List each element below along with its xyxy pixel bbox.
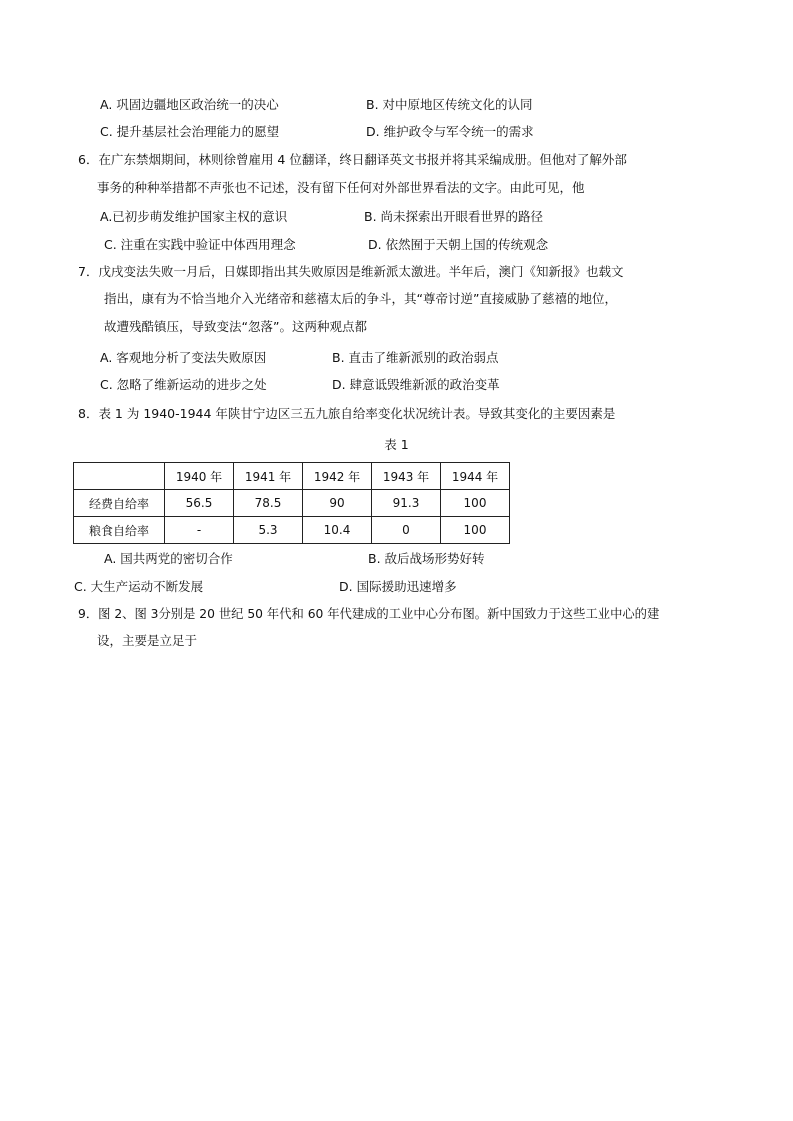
table-cell: 100: [441, 517, 510, 544]
table-header-cell: 1940 年: [165, 463, 234, 490]
table-caption: 表 1: [384, 437, 409, 452]
table-cell: -: [165, 517, 234, 544]
q7-option-b: B. 直击了维新派别的政治弱点: [332, 350, 499, 365]
table-row: [74, 517, 510, 544]
self-sufficiency-table: [73, 462, 510, 544]
q9-stem-line2: 设，主要是立足于: [97, 633, 198, 648]
table-cell: 100: [441, 490, 510, 517]
table-cell: 91.3: [372, 490, 441, 517]
q7-option-d: D. 肆意诋毁维新派的政治变革: [332, 377, 500, 392]
table-cell: 90: [303, 490, 372, 517]
table-cell: 56.5: [165, 490, 234, 517]
q7-option-c: C. 忽略了维新运动的进步之处: [100, 377, 267, 392]
table-header-cell: 1941 年: [234, 463, 303, 490]
table-header-cell: 1943 年: [372, 463, 441, 490]
q6-stem-line2: 事务的种种举措都不声张也不记述，没有留下任何对外部世界看法的文字。由此可见，他: [97, 180, 585, 195]
q8-option-c: C. 大生产运动不断发展: [74, 579, 204, 594]
q8-option-b: B. 敌后战场形势好转: [368, 551, 485, 566]
table-header-cell: [74, 463, 165, 490]
table-row-label: 经费自给率: [74, 490, 165, 517]
q6-option-b: B. 尚未探索出开眼看世界的路径: [364, 209, 544, 224]
q7-stem-line2: 指出，康有为不恰当地介入光绪帝和慈禧太后的争斗，其“尊帝讨逆”直接威胁了慈禧的地位，: [104, 291, 617, 306]
table-cell: 78.5: [234, 490, 303, 517]
q7-stem-line3: 故遭残酷镇压，导致变法“忽落”。这两种观点都: [104, 319, 367, 334]
q6-option-d: D. 依然囿于天朝上国的传统观念: [368, 237, 549, 252]
table-cell: 5.3: [234, 517, 303, 544]
table-header-row: [74, 463, 510, 490]
table-header-cell: 1942 年: [303, 463, 372, 490]
table-cell: 0: [372, 517, 441, 544]
table-row-label: 粮食自给率: [74, 517, 165, 544]
table-cell: 10.4: [303, 517, 372, 544]
q7-stem-line1: 7．戊戌变法失败一月后，日媒即指出其失败原因是维新派太激进。半年后，澳门《知新报》也载文: [78, 264, 624, 279]
q5-option-b: B. 对中原地区传统文化的认同: [366, 97, 533, 112]
q5-option-d: D. 维护政令与军令统一的需求: [366, 124, 534, 139]
q6-option-a: A.已初步萌发维护国家主权的意识: [100, 209, 288, 224]
table-row: [74, 490, 510, 517]
q8-stem-line1: 8．表 1 为 1940-1944 年陕甘宁边区三五九旅自给率变化状况统计表。导致其变化的主要因素是: [78, 406, 616, 421]
q5-option-c: C. 提升基层社会治理能力的愿望: [100, 124, 280, 139]
q7-option-a: A. 客观地分析了变法失败原因: [100, 350, 267, 365]
q8-option-a: A. 国共两党的密切合作: [104, 551, 233, 566]
q8-option-d: D. 国际援助迅速增多: [339, 579, 457, 594]
q6-option-c: C. 注重在实践中验证中体西用理念: [104, 237, 296, 252]
q6-stem-line1: 6．在广东禁烟期间，林则徐曾雇用 4 位翻译，终日翻译英文书报并将其采编成册。但他对了解外部: [78, 152, 627, 167]
q9-stem-line1: 9．图 2、图 3分别是 20 世纪 50 年代和 60 年代建成的工业中心分布图。新中国致力于这些工业中心的建: [78, 607, 660, 621]
q5-option-a: A. 巩固边疆地区政治统一的决心: [100, 97, 279, 112]
table-header-cell: 1944 年: [441, 463, 510, 490]
